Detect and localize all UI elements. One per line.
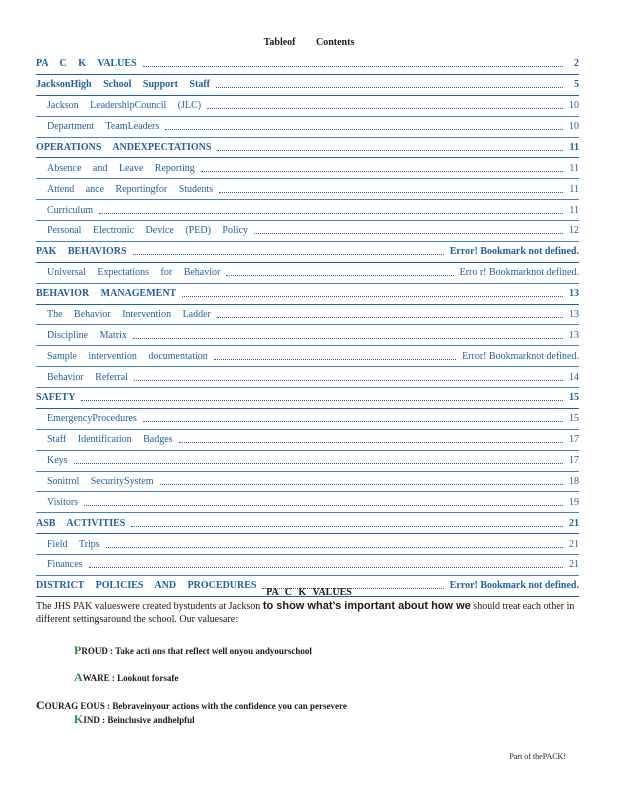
toc-leader [81, 394, 563, 401]
toc-entry-label: OPERATIONS ANDEXPECTATIONS [36, 141, 212, 153]
value-text: ROUD : Take acti ons that reflect well onyou andyourschool [81, 646, 312, 656]
footer-text: Part of thePACK! [509, 752, 566, 761]
toc-entry-label: Personal Electronic Device (PED) Policy [47, 225, 248, 237]
toc-entry[interactable] [36, 221, 579, 242]
toc-entry[interactable] [36, 492, 579, 513]
toc-entry-page: 13 [569, 288, 579, 300]
toc-entry[interactable] [36, 284, 579, 305]
toc-entry[interactable] [36, 388, 579, 409]
toc-entry-label: Visitors [47, 496, 79, 508]
toc-entry[interactable] [36, 200, 579, 221]
toc-entry-page: 14 [569, 371, 579, 383]
toc-leader [217, 311, 563, 318]
toc-entry[interactable] [36, 472, 579, 493]
value-aware [74, 670, 178, 685]
toc-leader [84, 499, 563, 506]
toc-entry[interactable] [36, 75, 579, 96]
toc-entry-label: Behavior Referral [47, 371, 128, 383]
toc-entry[interactable] [36, 430, 579, 451]
table-of-contents [36, 54, 579, 597]
toc-entry-page: 17 [569, 455, 579, 467]
value-text: IND : Beinclusive andhelpful [83, 715, 195, 725]
toc-entry[interactable] [36, 305, 579, 326]
toc-entry-page: 21 [569, 538, 579, 550]
value-letter: A [74, 670, 83, 684]
toc-entry-page: 10 [569, 100, 579, 112]
toc-entry[interactable] [36, 54, 579, 75]
toc-entry-label: Sonitrol SecuritySystem [47, 475, 154, 487]
toc-entry[interactable] [36, 242, 579, 263]
toc-entry[interactable] [36, 409, 579, 430]
toc-entry-label: Sample intervention documentation [47, 350, 208, 362]
toc-entry[interactable] [36, 555, 579, 576]
pack-values-heading: PA C K VALUES [266, 587, 352, 598]
toc-leader [216, 81, 563, 88]
toc-leader [217, 144, 563, 151]
toc-entry-label: Universal Expectations for Behavior [47, 267, 221, 279]
toc-entry-label: Field Trips [47, 538, 100, 550]
toc-entry[interactable] [36, 346, 579, 367]
toc-leader [207, 102, 563, 109]
value-letter: P [74, 643, 82, 657]
pack-values-intro [36, 600, 579, 626]
toc-leader [214, 353, 456, 360]
toc-entry-page: Error! Bookmarknot defined. [462, 350, 579, 362]
toc-leader [133, 248, 444, 255]
value-letter: K [74, 712, 84, 726]
toc-leader [160, 478, 564, 485]
value-kind [74, 712, 195, 727]
toc-entry-page: Erro r! Bookmarknot defined. [459, 267, 579, 279]
toc-entry-page: 15 [569, 413, 579, 425]
toc-entry-label: JacksonHigh School Support Staff [36, 79, 210, 91]
toc-entry-label: ASB ACTIVITIES [36, 517, 126, 529]
toc-entry-label: Staff Identification Badges [47, 434, 173, 446]
toc-entry[interactable] [36, 158, 579, 179]
toc-entry[interactable] [36, 325, 579, 346]
toc-entry-page: 21 [569, 517, 579, 529]
toc-entry[interactable] [36, 263, 579, 284]
toc-leader [219, 186, 563, 193]
toc-leader [165, 123, 563, 130]
toc-entry-label: Department TeamLeaders [47, 121, 160, 133]
toc-entry-label: DISTRICT POLICIES AND PROCEDURES [36, 580, 257, 592]
toc-entry-label: EmergencyProcedures [47, 413, 137, 425]
toc-entry-label: Absence and Leave Reporting [47, 162, 195, 174]
toc-entry-page: 5 [574, 79, 579, 91]
value-letter: C [36, 698, 45, 712]
toc-leader [89, 561, 563, 568]
toc-leader [99, 207, 563, 214]
toc-entry-page: 10 [569, 121, 579, 133]
toc-entry-label: Jackson LeadershipCouncil (JLC) [47, 100, 202, 112]
toc-title: Tableof Contents [263, 37, 355, 48]
toc-leader [182, 290, 563, 297]
toc-entry-label: Curriculum [47, 204, 94, 216]
toc-entry-page: 12 [569, 225, 579, 237]
toc-entry-page: 17 [569, 434, 579, 446]
toc-entry-page: 13 [569, 329, 579, 341]
toc-entry-label: PAK BEHAVIORS [36, 246, 127, 258]
toc-leader [226, 269, 453, 276]
toc-leader [201, 165, 563, 172]
toc-entry-label: Keys [47, 455, 68, 467]
toc-entry-page: Error! Bookmark not defined. [449, 580, 579, 592]
toc-leader [179, 436, 563, 443]
intro-emphasis: to show what’s important about how we [262, 600, 471, 612]
toc-entry[interactable] [36, 534, 579, 555]
toc-entry-label: Finances [47, 559, 83, 571]
toc-entry-page: 21 [569, 559, 579, 571]
toc-leader [134, 374, 563, 381]
toc-entry-page: 11 [569, 162, 579, 174]
toc-leader [106, 541, 563, 548]
toc-entry-page: 11 [569, 204, 579, 216]
toc-entry-page: 19 [569, 496, 579, 508]
toc-leader [131, 520, 563, 527]
toc-entry[interactable] [36, 138, 579, 159]
toc-entry-page: Error! Bookmark not defined. [449, 246, 579, 258]
toc-leader [143, 60, 563, 67]
toc-leader [254, 227, 563, 234]
toc-entry-page: 13 [569, 308, 579, 320]
toc-entry-label: SAFETY [36, 392, 76, 404]
toc-entry-label: Attend ance Reportingfor Students [47, 183, 214, 195]
value-text: WARE : Lookout forsafe [82, 673, 179, 683]
intro-text-2: should treat each other in different settingsaround the school. Our valuesare: [36, 601, 575, 625]
toc-entry[interactable] [36, 367, 579, 388]
toc-leader [143, 415, 563, 422]
toc-entry[interactable] [36, 117, 579, 138]
toc-entry-label: PA C K VALUES [36, 58, 137, 70]
toc-entry[interactable] [36, 179, 579, 200]
toc-entry-label: BEHAVIOR MANAGEMENT [36, 288, 177, 300]
intro-text-1: The JHS PAK valueswere created bystudents at Jackson [36, 601, 261, 612]
toc-leader [74, 457, 563, 464]
toc-entry[interactable] [36, 96, 579, 117]
toc-entry-page: 18 [569, 475, 579, 487]
toc-leader [133, 332, 563, 339]
toc-entry-label: Discipline Matrix [47, 329, 127, 341]
toc-entry-page: 2 [574, 58, 579, 70]
toc-entry[interactable] [36, 513, 579, 534]
value-proud [74, 643, 312, 658]
value-text: OURAG EOUS : Bebraveinyour actions with the confidence you can persevere [44, 701, 347, 711]
toc-entry-page: 11 [569, 183, 579, 195]
toc-entry-page: 11 [569, 141, 579, 153]
toc-entry[interactable] [36, 451, 579, 472]
toc-entry-label: The Behavior Intervention Ladder [47, 308, 211, 320]
toc-entry-page: 15 [569, 392, 579, 404]
value-courageous [36, 698, 347, 713]
